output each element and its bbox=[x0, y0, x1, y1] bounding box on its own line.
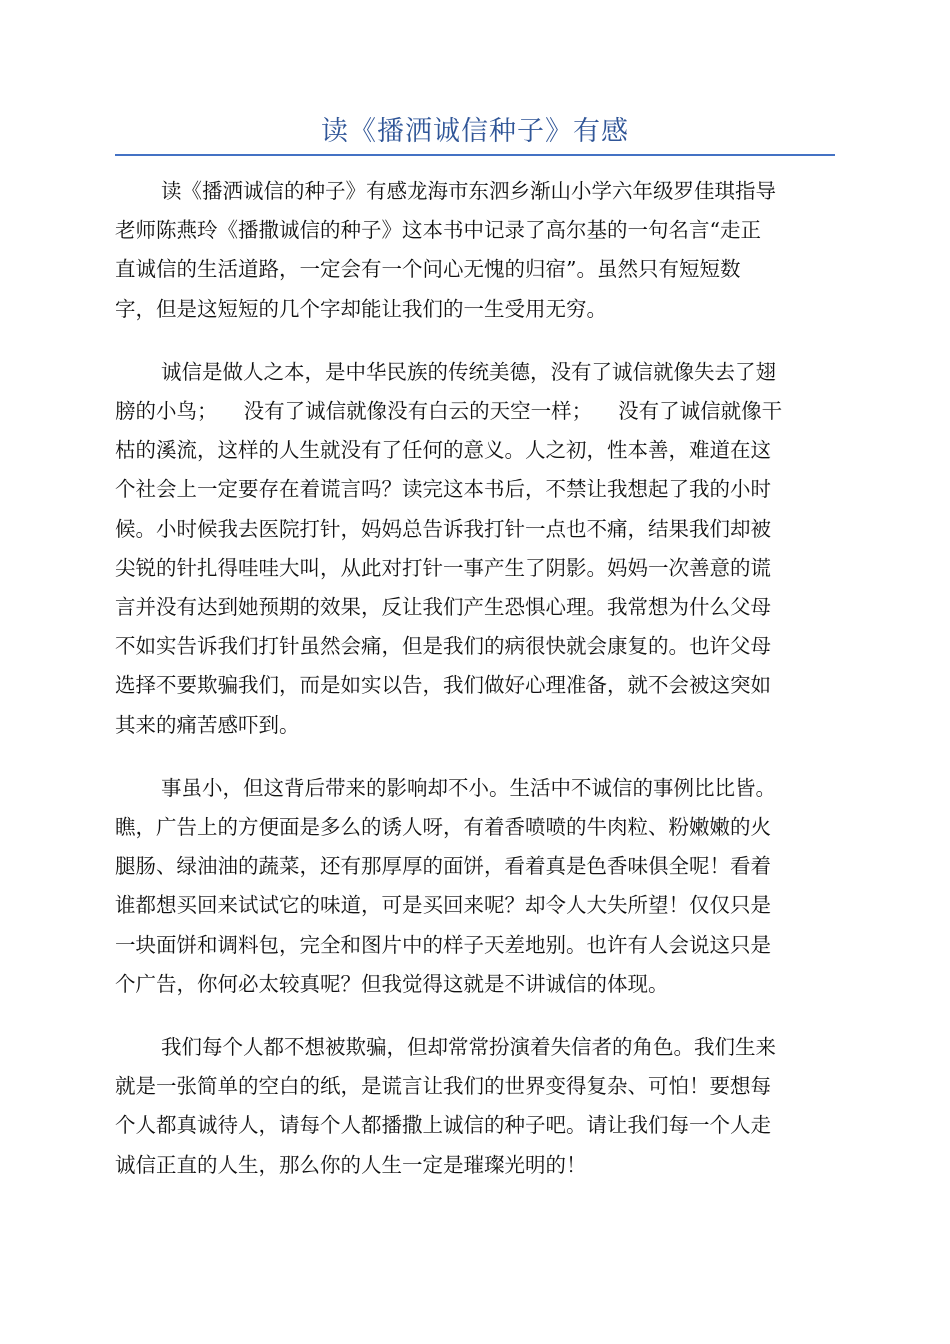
paragraph-line: 我们每个人都不想被欺骗，但却常常扮演着失信者的角色。我们生来 bbox=[161, 1035, 776, 1060]
document-body bbox=[115, 172, 835, 1209]
paragraph-line: 老师陈燕玲《播撒诚信的种子》这本书中记录了高尔基的一句名言“走正 bbox=[115, 218, 761, 243]
paragraph-line: 言并没有达到她预期的效果，反让我们产生恐惧心理。我常想为什么父母 bbox=[115, 595, 771, 620]
paragraph-line: 个社会上一定要存在着谎言吗？读完这本书后，不禁让我想起了我的小时 bbox=[115, 477, 771, 502]
paragraph-line: 事虽小，但这背后带来的影响却不小。生活中不诚信的事例比比皆。 bbox=[161, 775, 776, 800]
title-underline-divider bbox=[115, 154, 835, 156]
paragraph-line: 腿肠、绿油油的蔬菜，还有那厚厚的面饼，看着真是色香味俱全呢！看着 bbox=[115, 854, 771, 879]
document-title: 读《播洒诚信种子》有感 bbox=[321, 116, 629, 147]
paragraph-line: 诚信正直的人生，那么你的人生一定是璀璨光明的！ bbox=[115, 1152, 587, 1177]
paragraph-line: 尖锐的针扎得哇哇大叫，从此对打针一事产生了阴影。妈妈一次善意的谎 bbox=[115, 555, 771, 580]
paragraph-line: 选择不要欺骗我们，而是如实以告，我们做好心理准备，就不会被这突如 bbox=[115, 673, 771, 698]
paragraph-4 bbox=[115, 1028, 835, 1185]
paragraph-2 bbox=[115, 353, 835, 745]
paragraph-3 bbox=[115, 769, 835, 1004]
paragraph-line: 直诚信的生活道路，一定会有一个问心无愧的归宿”。虽然只有短短数 bbox=[115, 257, 741, 282]
paragraph-1 bbox=[115, 172, 835, 329]
paragraph-line: 谁都想买回来试试它的味道，可是买回来呢？却令人大失所望！仅仅只是 bbox=[115, 893, 771, 918]
paragraph-line: 一块面饼和调料包，完全和图片中的样子天差地别。也许有人会说这只是 bbox=[115, 932, 771, 957]
paragraph-line: 诚信是做人之本，是中华民族的传统美德，没有了诚信就像失去了翅 bbox=[161, 359, 776, 384]
paragraph-line: 其来的痛苦感吓到。 bbox=[115, 712, 300, 737]
paragraph-line: 字，但是这短短的几个字却能让我们的一生受用无穷。 bbox=[115, 296, 607, 321]
paragraph-line: 就是一张简单的空白的纸，是谎言让我们的世界变得复杂、可怕！要想每 bbox=[115, 1074, 771, 1099]
paragraph-line: 枯的溪流，这样的人生就没有了任何的意义。人之初，性本善，难道在这 bbox=[115, 438, 771, 463]
paragraph-line: 读《播洒诚信的种子》有感龙海市东泗乡渐山小学六年级罗佳琪指导 bbox=[161, 179, 776, 203]
paragraph-line: 不如实告诉我们打针虽然会痛，但是我们的病很快就会康复的。也许父母 bbox=[115, 634, 771, 659]
paragraph-line: 个人都真诚待人，请每个人都播撒上诚信的种子吧。请让我们每一个人走 bbox=[115, 1113, 771, 1138]
paragraph-line: 候。小时候我去医院打针，妈妈总告诉我打针一点也不痛，结果我们却被 bbox=[115, 516, 771, 541]
paragraph-line: 瞧，广告上的方便面是多么的诱人呀，有着香喷喷的牛肉粒、粉嫩嫩的火 bbox=[115, 815, 771, 840]
paragraph-line: 膀的小鸟； 没有了诚信就像没有白云的天空一样； 没有了诚信就像干 bbox=[115, 399, 783, 424]
paragraph-line: 个广告，你何必太较真呢？但我觉得这就是不讲诚信的体现。 bbox=[115, 971, 669, 996]
